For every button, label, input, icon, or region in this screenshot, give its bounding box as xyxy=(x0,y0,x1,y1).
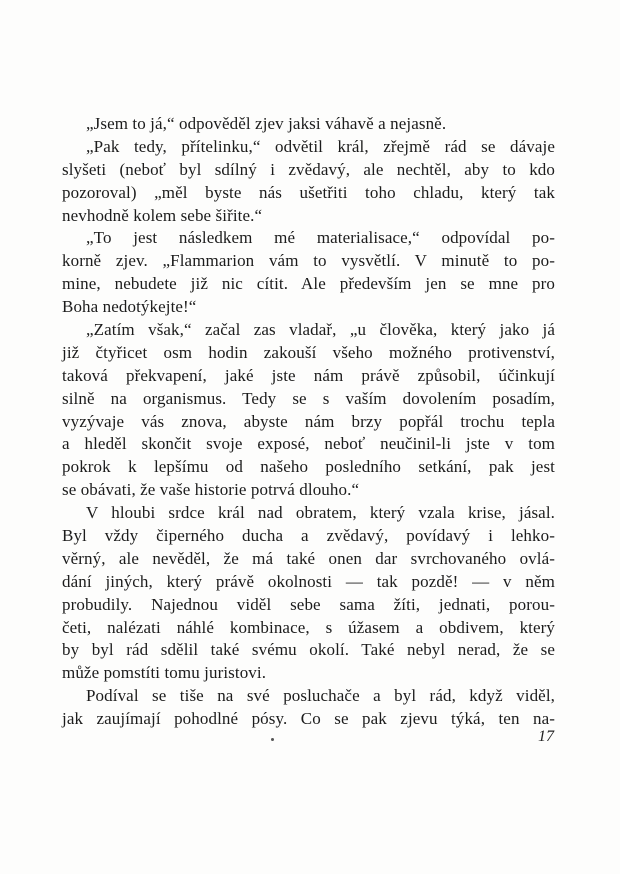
text-line: „Jsem to já,“ odpověděl zjev jaksi váhavě a nejasně. xyxy=(86,114,447,133)
text-line: Boha nedotýkejte!“ xyxy=(62,297,197,317)
text-line: Podíval se tiše na své posluchače a byl rád, když viděl, xyxy=(86,686,555,706)
text-line: korně zjev. „Flammarion vám to vysvětlí. V minutě to po- xyxy=(62,251,555,271)
text-line: vyzývaje vás znova, abyste nám brzy popřál trochu tepla xyxy=(62,411,555,431)
text-line: pokrok k lepšímu od našeho posledního setkání, pak jest xyxy=(62,457,555,477)
page-number: 17 xyxy=(538,728,554,745)
text-line: se obávati, že vaše historie potrvá dlouho.“ xyxy=(62,480,360,500)
text-line: může pomstíti tomu juristovi. xyxy=(62,663,267,683)
text-line: četi, nalézati náhlé kombinace, s úžasem a obdivem, který xyxy=(62,617,555,637)
text-line: „Pak tedy, přítelinku,“ odvětil král, zřejmě rád se dávaje xyxy=(86,136,555,156)
text-line: již čtyřicet osm hodin zakouší všeho možného protivenství, xyxy=(62,342,555,362)
text-line: by byl rád sdělil také svému okolí. Také nebyl nerad, že se xyxy=(62,640,555,660)
text-line: „Zatím však,“ začal zas vladař, „u člověka, který jako já xyxy=(86,320,555,340)
text-line: probudily. Najednou viděl sebe sama žíti, jednati, porou- xyxy=(62,594,555,614)
text-line: V hloubi srdce král nad obratem, který vzala krise, jásal. xyxy=(86,503,555,523)
text-line: mine, nebudete již nic cítit. Ale především jen se mne pro xyxy=(62,274,555,294)
text-line: jak zaujímají pohodlné pósy. Co se pak zjevu týká, ten na- xyxy=(62,709,555,729)
text-line: Byl vždy čiperného ducha a zvědavý, povídavý i lehko- xyxy=(62,526,555,546)
text-line: slyšeti (neboť byl sdílný i zvědavý, ale nechtěl, aby to kdo xyxy=(62,159,555,179)
body-text xyxy=(62,113,555,731)
text-line: taková překvapení, jaké jste nám právě způsobil, účinkují xyxy=(62,365,555,385)
text-line: nevhodně kolem sebe šiřite.“ xyxy=(62,205,263,225)
ink-dot xyxy=(271,738,274,741)
text-line: silně na organismus. Tedy se s vaším dovolením posadím, xyxy=(62,388,555,408)
text-line: a hleděl skončit svoje exposé, neboť neučinil-li jste v tom xyxy=(62,434,555,454)
text-line: dání jiných, který právě okolnosti — tak pozdě! — v něm xyxy=(62,571,555,591)
text-line: věrný, ale nevěděl, že má také onen dar svrchovaného ovlá- xyxy=(62,548,555,568)
text-line: „To jest následkem mé materialisace,“ odpovídal po- xyxy=(86,228,555,248)
text-line: pozoroval) „měl byste nás ušetřiti toho chladu, který tak xyxy=(62,182,555,202)
